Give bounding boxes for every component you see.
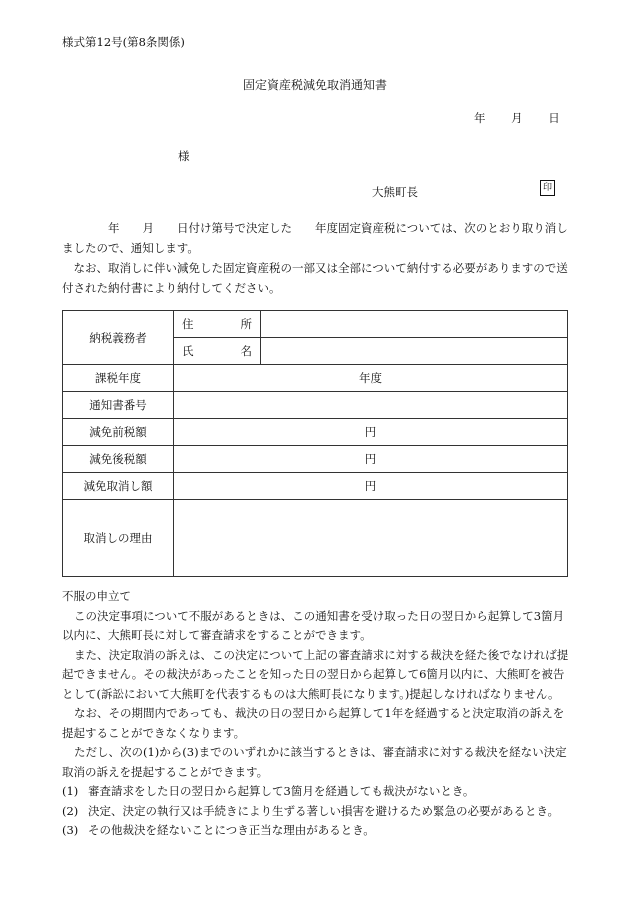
table-row [63, 419, 568, 446]
notes-paragraph-3: なお、その期間内であっても、裁決の日の翌日から起算して1年を経過すると決定取消の訴えを提起することができなくなります。 [62, 706, 565, 740]
table-row [63, 500, 568, 577]
table-row [63, 446, 568, 473]
intro-paragraph-2: なお、取消しに伴い減免した固定資産税の一部又は全部について納付する必要がありますので送付された納付書により納付してください。 [62, 261, 568, 295]
list-item-number: (3) [62, 823, 79, 837]
table-row [63, 473, 568, 500]
issuer-name: 大熊町長 [372, 185, 418, 199]
list-item [62, 802, 572, 822]
document-title: 固定資産税減免取消通知書 [242, 78, 387, 92]
reason-label: 取消しの理由 [63, 500, 174, 577]
intro-text [62, 218, 570, 298]
post-reduction-tax-label: 減免後税額 [63, 446, 174, 473]
address-value [261, 311, 568, 338]
notes-paragraph-4: ただし、次の(1)から(3)までのいずれかに該当するときは、審査請求に対する裁決を経ない決定取消の訴えを提起することができます。 [62, 745, 567, 779]
seal-mark: 印 [540, 180, 555, 196]
notes-heading: 不服の申立て [62, 589, 131, 603]
intro-paragraph-1: 年 月 日付け第号で決定した 年度固定資産税については、次のとおり取り消しましたので、通知します。 [62, 221, 568, 255]
recipient-suffix: 様 [178, 149, 190, 163]
list-item-text: 審査請求をした日の翌日から起算して3箇月を経過しても裁決がないとき。 [88, 784, 475, 798]
notice-number-label: 通知書番号 [63, 392, 174, 419]
list-item [62, 821, 572, 841]
notes-paragraph-1: この決定事項について不服があるときは、この通知書を受け取った日の翌日から起算して3箇月以内に、大熊町長に対して審査請求をすることができます。 [62, 608, 565, 642]
table-row [63, 392, 568, 419]
list-item [62, 782, 572, 802]
notes-paragraph-2: また、決定取消の訴えは、この決定について上記の審査請求に対する裁決を経た後でなければ提起できません。その裁決があったことを知った日の翌日から起算して6箇月以内に、大熊町を被告として(訴訟において大熊町を代表するものは大熊町長になります。)提起しなければなりません。 [62, 647, 569, 701]
list-item-text: 決定、決定の執行又は手続きにより生ずる著しい損害を避けるため緊急の必要があるとき。 [88, 803, 560, 818]
reason-value [174, 500, 568, 577]
cancelled-amount-value: 円 [174, 473, 568, 500]
cancelled-amount-label: 減免取消し額 [63, 473, 174, 500]
notice-number-value [174, 392, 568, 419]
notice-table [62, 310, 568, 577]
post-reduction-tax-value: 円 [174, 446, 568, 473]
table-row [63, 365, 568, 392]
appeal-notes [62, 587, 572, 841]
list-item-number: (1) [62, 784, 79, 798]
address-label: 住 所 [174, 311, 261, 338]
name-value [261, 338, 568, 365]
list-item-text: その他裁決を経ないことにつき正当な理由があるとき。 [88, 823, 375, 837]
pre-reduction-tax-label: 減免前税額 [63, 419, 174, 446]
tax-year-value: 年度 [174, 365, 568, 392]
form-number: 様式第12号(第8条関係) [62, 35, 185, 49]
taxpayer-label: 納税義務者 [63, 311, 174, 365]
table-row [63, 311, 568, 338]
pre-reduction-tax-value: 円 [174, 419, 568, 446]
list-item-number: (2) [62, 803, 79, 818]
date-line: 年 月 日 [474, 111, 560, 125]
name-label: 氏 名 [174, 338, 261, 365]
tax-year-label: 課税年度 [63, 365, 174, 392]
